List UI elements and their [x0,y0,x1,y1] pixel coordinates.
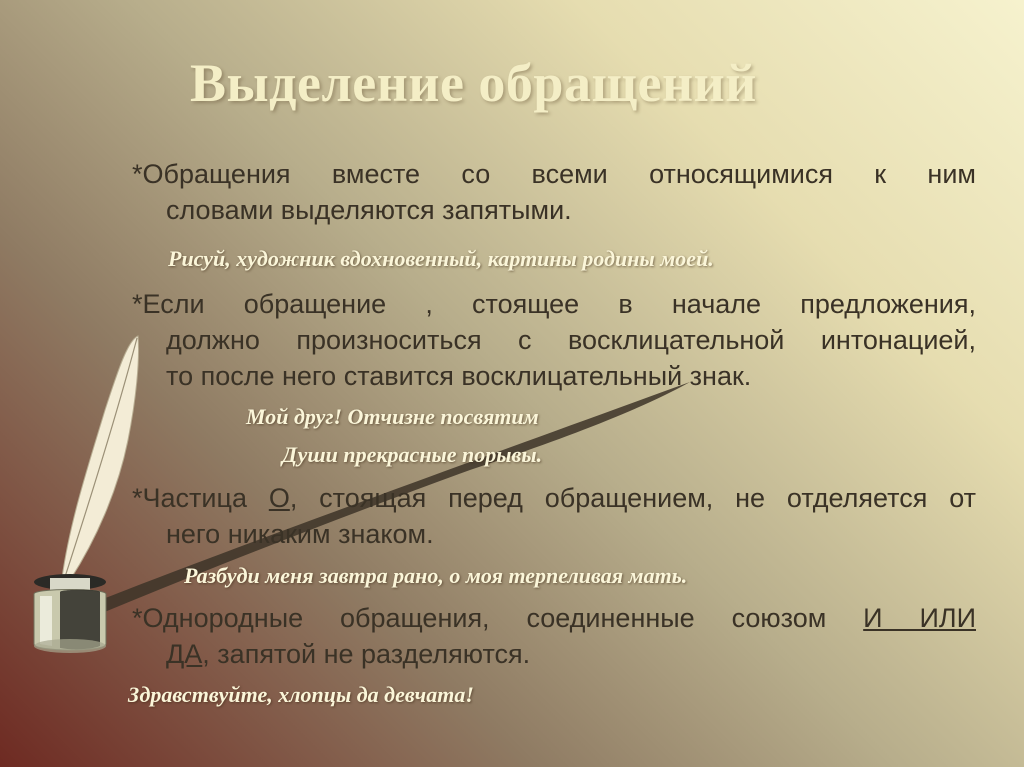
rule-1-line-1 [132,156,976,192]
rule-2 [132,286,976,394]
bullet: * [132,603,143,633]
rule-4-text-a: Однородные обращения, соединенные союзом [142,603,864,633]
inkwell-highlight [40,596,52,646]
rule-3-text-a: Частица [142,483,269,513]
example-2-line-1: Мой друг! Отчизне посвятим [246,404,539,429]
bullet: * [132,289,143,319]
rule-1-text: Обращения вместе со всеми относящимися к ним [142,159,976,189]
particle-o: О [268,483,290,513]
inkwell-bottom [34,639,106,653]
rule-2-line-2: должно произноситься с восклицательной интонацией, [166,325,976,355]
rule-3-line-2: него никаким знаком. [166,519,434,549]
rule-3-text-b: , стоящая перед обращением, не отделяется от [289,483,976,513]
rule-2-line-1 [132,286,976,322]
conjunction-i-ili: И ИЛИ [863,603,976,633]
rule-4-line-2 [132,636,976,672]
example-2-line-2: Души прекрасные порывы. [282,442,543,467]
example-4: Здравствуйте, хлопцы да девчата! [128,682,474,707]
example-3: Разбуди меня завтра рано, о моя терпеливая мать. [184,563,688,588]
rule-1 [132,156,976,228]
inkwell-neck [50,578,90,590]
rule-3 [132,480,976,552]
rule-2-line-3: то после него ставится восклицательный знак. [166,361,752,391]
bullet: * [132,159,143,189]
rule-4-line-1 [132,600,976,636]
rule-2-text: Если обращение , стоящее в начале предложения, [142,289,976,319]
rule-4 [132,600,976,672]
rule-1-line-2: словами выделяются запятыми. [166,195,572,225]
bullet: * [132,483,143,513]
rule-4-text-b: , запятой не разделяются. [202,639,531,669]
slide-title: Выделение обращений [190,53,757,113]
conjunction-da: ДА [166,639,203,669]
example-1: Рисуй, художник вдохновенный, картины родины моей. [168,246,714,271]
rule-3-line-1 [132,480,976,516]
